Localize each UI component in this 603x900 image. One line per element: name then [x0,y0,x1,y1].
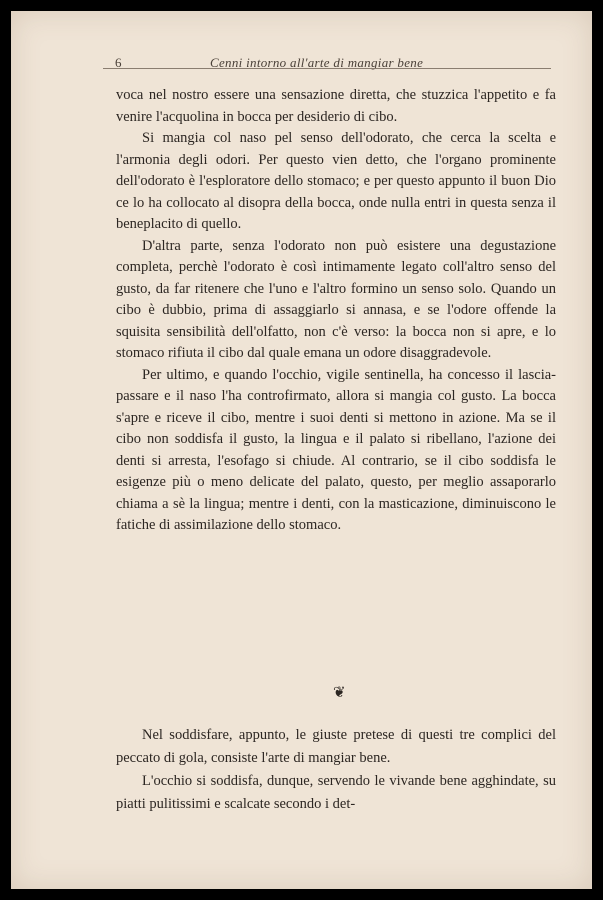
header-rule [103,68,551,69]
page-header [115,55,565,75]
running-title: Cenni intorno all'arte di mangiar bene [210,55,424,70]
section-ornament-icon: ❦ [333,683,346,701]
body-text-lower [116,724,556,816]
paragraph: L'occhio si soddisfa, dunque, servendo le vivande bene agghindate, su piatti pulitissimi e scalcate secondo i det- [116,773,556,812]
paragraph: Si mangia col naso pel senso dell'odorato, che cerca la scelta e l'armonia degli odori. Per questo vien detto, che l'organo prominente dell'odorato è l'esploratore dello stomaco; e per questo appunto il buon Dio ce lo ha collocato al disopra della bocca, onde nulla entri in questa senza il beneplacito di quello. [116,130,556,232]
paragraph: voca nel nostro essere una sensazione diretta, che stuzzica l'appetito e fa venire l'acquolina in bocca per desiderio di cibo. [116,87,556,125]
paragraph: Nel soddisfare, appunto, le giuste pretese di questi tre complici del peccato di gola, consiste l'arte di mangiar bene. [116,727,556,766]
page-number: 6 [115,55,122,70]
body-text-upper [116,85,556,537]
paragraph: Per ultimo, e quando l'occhio, vigile sentinella, ha concesso il lascia-passare e il naso l'ha controfirmato, allora si mangia col gusto. La bocca s'apre e riceve il cibo, mentre i suoi denti si mettono in azione. Ma se il cibo non soddisfa il gusto, la lingua e il palato si ribellano, l'azione dei denti si arresta, l'esofago si chiude. Al contrario, se il cibo soddisfa le esigenze più o meno delicate del palato, questo, per meglio assaporarlo chiama a sè la lingua; mentre i denti, con la masticazione, diminuiscono le fatiche di assimilazione dello stomaco. [116,366,556,533]
paragraph: D'altra parte, senza l'odorato non può esistere una degustazione completa, perchè l'odorato è così intimamente legato coll'altro senso del gusto, da far ritenere che l'uno e l'altro formino un senso solo. Quando un cibo è dubbio, prima di assaggiarlo si annasa, e se l'odore offende la squisita sensibilità dell'olfatto, non c'è verso: la bocca non si apre, e lo stomaco rifiuta il cibo dal quale emana un odore disaggradevole. [116,237,556,361]
